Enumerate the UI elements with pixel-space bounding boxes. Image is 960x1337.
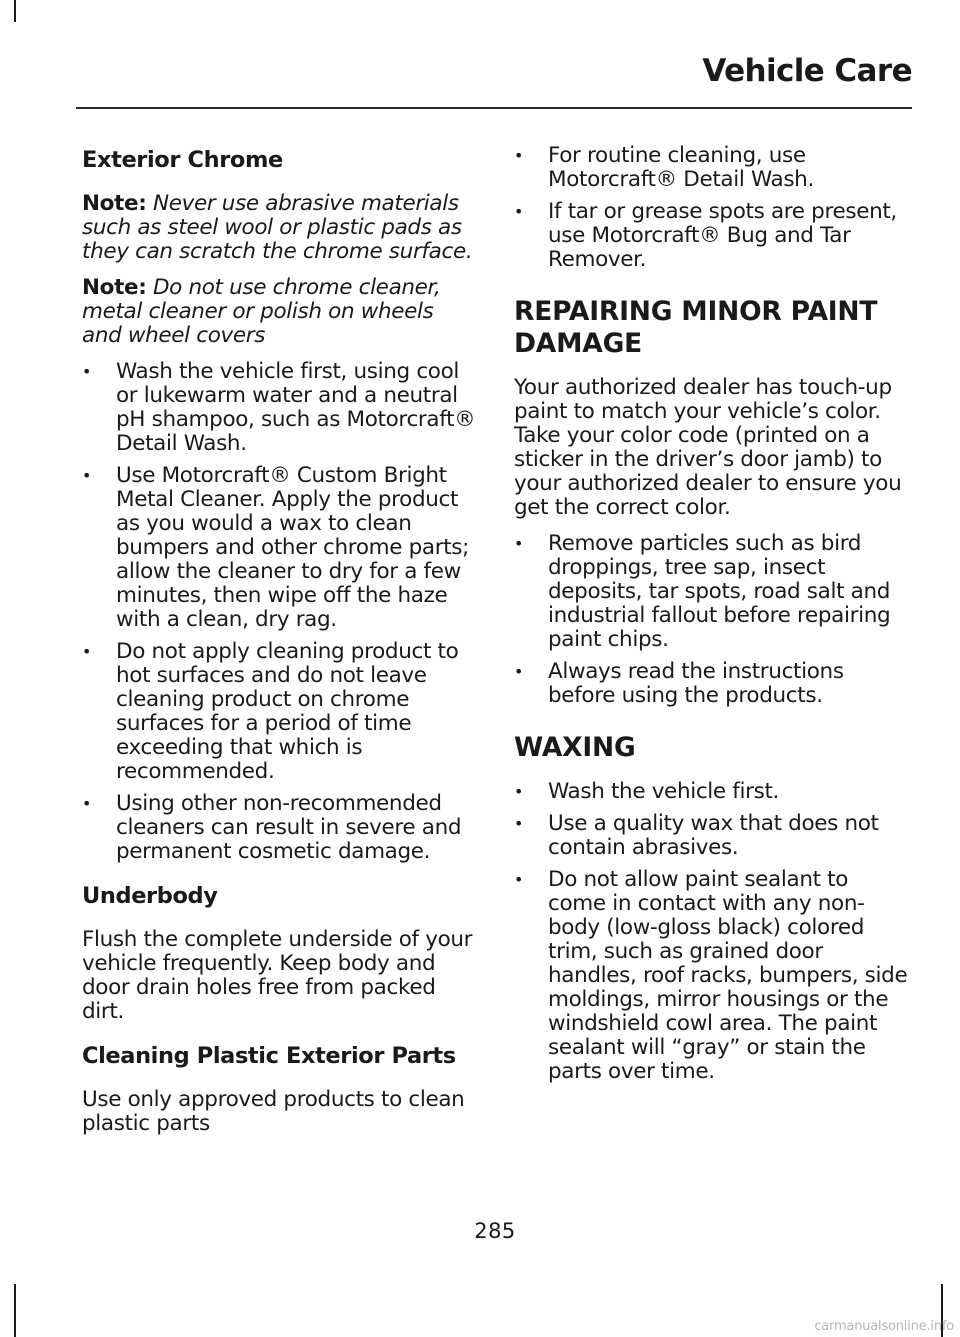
list-item: • For routine cleaning, use Motorcraft® Detail Wash. (514, 144, 912, 192)
crop-mark-bottom-left (14, 1284, 16, 1337)
crop-mark-top-left (14, 0, 16, 22)
list-item: • Do not allow paint sealant to come in contact with any non-body (low-gloss black) colored trim, such as grained door handles, roof racks, bumpers, side moldings, mirror housings or the windshield cowl area. The paint sealant will “gray” or stain the parts over time. (514, 868, 912, 1084)
list-item: • Use a quality wax that does not contain abrasives. (514, 812, 912, 860)
note-paragraph (82, 192, 478, 264)
continued-list (514, 144, 912, 272)
waxing-list (514, 780, 912, 1084)
list-item: • Using other non-recommended cleaners can result in severe and permanent cosmetic damage. (82, 792, 478, 864)
underbody-section (82, 880, 478, 1024)
list-item: • Always read the instructions before using the products. (514, 660, 912, 708)
exterior-chrome-list (82, 360, 478, 864)
list-item: • Remove particles such as bird droppings, tree sap, insect deposits, tar spots, road salt and industrial fallout before repairing paint chips. (514, 532, 912, 652)
list-item: • Do not apply cleaning product to hot surfaces and do not leave cleaning product on chrome surfaces for a period of time exceeding that which is recommended. (82, 640, 478, 784)
note-label: Note: (82, 275, 147, 300)
paint-damage-heading-line1: REPAIRING MINOR PAINT (514, 296, 878, 327)
plastic-parts-heading: Cleaning Plastic Exterior Parts (82, 1043, 456, 1069)
underbody-text: Flush the complete underside of your vehicle frequently. Keep body and door drain holes free from packed dirt. (82, 927, 473, 1024)
note-paragraph (82, 276, 478, 348)
list-item: • If tar or grease spots are present, use Motorcraft® Bug and Tar Remover. (514, 200, 912, 272)
exterior-chrome-heading: Exterior Chrome (82, 147, 283, 173)
note-text: Never use abrasive materials such as steel wool or plastic pads as they can scratch the chrome surface. (82, 191, 473, 264)
note-text: Do not use chrome cleaner, metal cleaner or polish on wheels and wheel covers (82, 275, 441, 348)
right-column (514, 144, 912, 1096)
waxing-heading: WAXING (514, 732, 636, 763)
list-item: • Use Motorcraft® Custom Bright Metal Cleaner. Apply the product as you would a wax to clean bumpers and other chrome parts; allow the cleaner to dry for a few minutes, then wipe off the haze with a clean, dry rag. (82, 464, 478, 632)
page-number: 285 (474, 1219, 516, 1243)
watermark: carmanualsonline.info (814, 1319, 954, 1334)
paint-damage-heading (514, 296, 912, 360)
left-column (82, 144, 478, 1148)
paint-damage-heading-line2: DAMAGE (514, 328, 643, 359)
waxing-section (514, 732, 912, 1084)
list-item: • Wash the vehicle first. (514, 780, 912, 804)
exterior-chrome-section (82, 144, 478, 864)
plastic-parts-text: Use only approved products to clean plastic parts (82, 1087, 465, 1136)
page-title: Vehicle Care (702, 53, 912, 89)
plastic-parts-section (82, 1040, 478, 1136)
paint-damage-list (514, 532, 912, 708)
paint-damage-text: Your authorized dealer has touch-up paint to match your vehicle’s color. Take your color code (printed on a sticker in the driver’s door jamb) to your authorized dealer to ensure you get the correct color. (514, 375, 902, 520)
paint-damage-section (514, 296, 912, 708)
note-label: Note: (82, 191, 147, 216)
underbody-heading: Underbody (82, 883, 218, 909)
header-divider (76, 107, 912, 109)
list-item: • Wash the vehicle first, using cool or lukewarm water and a neutral pH shampoo, such as Motorcraft® Detail Wash. (82, 360, 478, 456)
